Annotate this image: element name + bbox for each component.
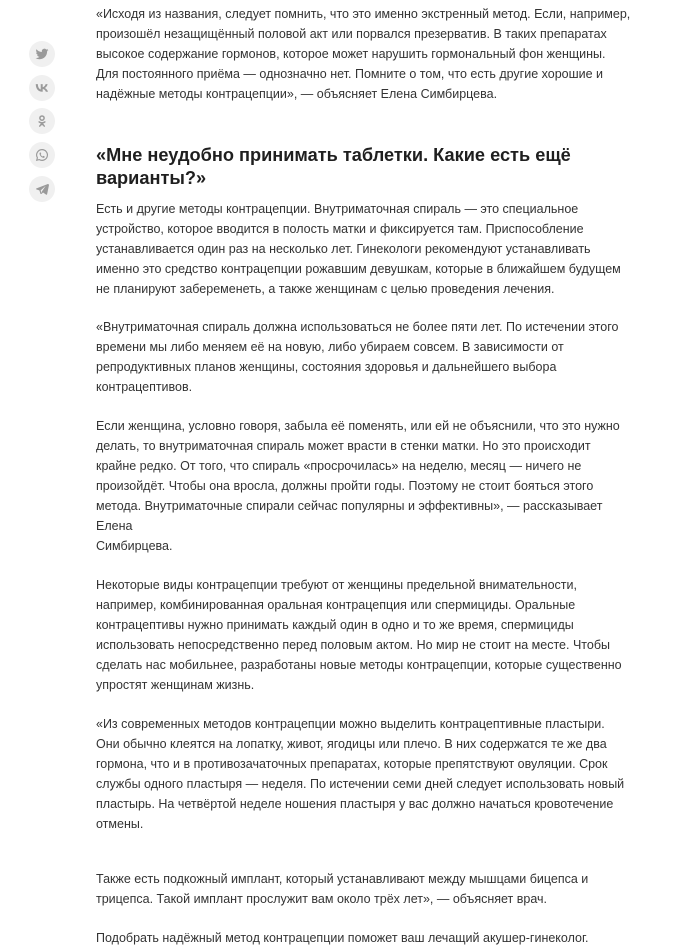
twitter-icon xyxy=(35,47,49,61)
section-heading: «Мне неудобно принимать таблетки. Какие есть ещё варианты?» xyxy=(96,145,571,188)
share-twitter-button[interactable] xyxy=(29,41,55,67)
share-odnoklassniki-button[interactable] xyxy=(29,108,55,134)
whatsapp-icon xyxy=(35,148,49,162)
article-paragraph: Есть и другие методы контрацепции. Внутриматочная спираль — это специальное устройство, которое вводится в полость матки и фиксируется там. Приспособление устанавливается один раз на несколько лет. Гинекологи рекомендуют устанавливать именно это средство контрацепции рожавшим девушкам, которые в ближайшем будущем не планируют забеременеть, а также женщинам с целью проведения лечения. xyxy=(96,202,621,296)
telegram-icon xyxy=(35,182,49,196)
article-paragraph: «Внутриматочная спираль должна использоваться не более пяти лет. По истечении этого времени мы либо меняем её на новую, либо убираем совсем. В зависимости от репродуктивных планов женщины, состояния здоровья и дальнейшего выбора контрацептивов. xyxy=(96,320,619,394)
odnoklassniki-icon xyxy=(35,114,49,128)
article-paragraph: Если женщина, условно говоря, забыла её поменять, или ей не объяснили, что это нужно делать, то внутриматочная спираль может врасти в стенки матки. Но это происходит крайне редко. От того, что спираль «просрочилась» на неделю, месяц — ничего не произойдёт. Чтобы она вросла, должны пройти годы. Поэтому не стоит бояться этого метода. Внутриматочные спирали сейчас популярны и эффективны», — рассказывает Елена Симбирцева. xyxy=(96,419,620,553)
article-paragraph: Также есть подкожный имплант, который устанавливают между мышцами бицепса и трицепса. Такой имплант прослужит вам около трёх лет», — объясняет врач. xyxy=(96,872,589,906)
article-paragraph: «Из современных методов контрацепции можно выделить контрацептивные пластыри. Они обычно клеятся на лопатку, живот, ягодицы или плечо. В них содержатся те же два гормона, что и в противозачаточных препаратах, которые препятствуют овуляции. Срок службы одного пластыря — неделя. По истечении семи дней следует использовать новый пластырь. На четвёртой неделе ношения пластыря у вас должно начаться кровотечение отмены. xyxy=(96,717,625,831)
share-vk-button[interactable] xyxy=(29,75,55,101)
article-paragraph: Некоторые виды контрацепции требуют от женщины предельной внимательности, например, комбинированная оральная контрацепция или спермициды. Оральные контрацептивы нужно принимать каждый один в одно и то же время, спермициды использовать непосредственно перед половым актом. Но мир не стоит на месте. Чтобы сделать нас мобильнее, разработаны новые методы контрацепции, которые существенно упростят женщинам жизнь. xyxy=(96,578,622,692)
article-quote-paragraph: «Исходя из названия, следует помнить, что это именно экстренный метод. Если, например, произошёл незащищённый половой акт или порвался презерватив. В таких препаратах высокое содержание гормонов, которое может нарушить гормональный фон женщины. Для постоянного приёма — однозначно нет. Помните о том, что есть другие хорошие и надёжные методы контрацепции», — объясняет Елена Симбирцева. xyxy=(96,7,631,101)
vk-icon xyxy=(35,81,49,95)
article-paragraph: Подобрать надёжный метод контрацепции поможет ваш лечащий акушер-гинеколог. xyxy=(96,931,589,945)
share-telegram-button[interactable] xyxy=(29,176,55,202)
article-body xyxy=(96,4,641,948)
share-whatsapp-button[interactable] xyxy=(29,142,55,168)
share-sidebar xyxy=(29,41,55,209)
